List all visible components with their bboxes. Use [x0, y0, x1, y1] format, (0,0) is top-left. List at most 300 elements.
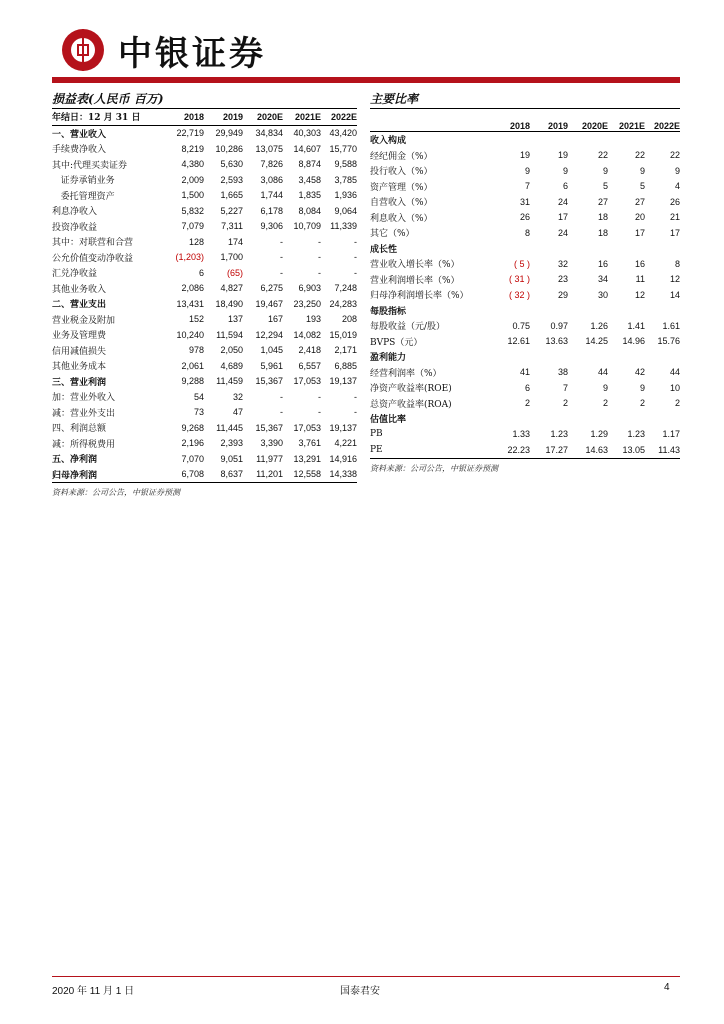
income-cell: 137 [227, 314, 243, 325]
ratios-row [370, 194, 680, 210]
income-year-header: 2022E [330, 111, 357, 122]
ratios-cell: 27 [634, 196, 645, 207]
income-row [52, 141, 357, 157]
income-cell: 14,607 [293, 143, 321, 154]
ratios-cell: 1.23 [627, 429, 645, 440]
ratios-cell: 1.17 [662, 429, 680, 440]
ratios-row-label: 经纪佣金（%） [370, 151, 433, 162]
ratios-cell: 14.96 [622, 336, 645, 347]
ratios-cell: 7 [524, 181, 530, 192]
income-cell: 193 [305, 314, 321, 325]
ratios-cell: 1.41 [627, 320, 645, 331]
income-cell: 15,019 [329, 329, 357, 340]
ratios-cell: 9 [562, 165, 568, 176]
income-row-label: 归母净利润 [52, 470, 98, 481]
ratios-cell: 22 [669, 150, 680, 161]
income-cell: 6 [198, 267, 204, 278]
ratios-cell: 8 [524, 227, 530, 238]
ratios-section-label: 估值比率 [370, 415, 407, 426]
income-row-label: 加：营业外收入 [52, 393, 116, 404]
income-cell: 11,977 [256, 453, 283, 464]
ratios-cell: 10 [669, 382, 680, 393]
ratios-section-row [370, 303, 680, 319]
ratios-cell: 5 [639, 181, 645, 192]
ratios-cell: 0.75 [512, 320, 530, 331]
ratios-cell: 15.76 [657, 336, 680, 347]
income-cell: 2,009 [181, 174, 204, 185]
income-cell: 9,288 [181, 376, 204, 387]
ratios-section-row [370, 132, 680, 148]
income-cell: 1,835 [298, 190, 321, 201]
income-cell: - [318, 252, 321, 263]
ratios-cell: 7 [562, 382, 568, 393]
income-row [52, 188, 357, 204]
ratios-row-label: 营业利润增长率（%） [370, 275, 460, 286]
ratios-cell: 20 [634, 212, 645, 223]
income-cell: 13,075 [255, 143, 283, 154]
income-cell: 11,459 [216, 376, 243, 387]
ratios-section-label: 收入构成 [370, 136, 407, 147]
income-row [52, 405, 357, 421]
income-cell: 9,306 [260, 221, 283, 232]
ratios-section-row [370, 411, 680, 427]
income-cell: 6,903 [298, 283, 321, 294]
income-row [52, 219, 357, 235]
income-row [52, 296, 357, 312]
ratios-cell: 24 [557, 227, 568, 238]
income-cell: 2,593 [220, 174, 243, 185]
income-row-label: 信用减值损失 [52, 346, 107, 357]
ratios-cell: 9 [524, 165, 530, 176]
ratios-row-label: PE [370, 444, 383, 455]
income-cell: 3,390 [260, 438, 283, 449]
ratios-cell: 12.61 [507, 336, 530, 347]
ratios-row [370, 272, 680, 288]
ratios-year-header: 2022E [653, 121, 680, 131]
ratios-cell: 12 [669, 274, 680, 285]
income-row-label: 其他业务成本 [52, 362, 107, 373]
ratios-cell: 26 [519, 212, 530, 223]
income-row [52, 172, 357, 188]
key-ratios-panel [370, 92, 680, 474]
income-cell: 8,874 [298, 159, 321, 170]
income-cell: 2,050 [220, 345, 243, 356]
ratios-year-header: 2019 [547, 121, 568, 131]
ratios-cell: 2 [674, 398, 680, 409]
income-cell: - [354, 391, 357, 402]
income-source-note: 资料来源：公司公告，中银证券预测 [52, 488, 180, 497]
income-row-label: 三、营业利润 [52, 377, 107, 388]
income-row [52, 234, 357, 250]
income-row [52, 436, 357, 452]
income-cell: 978 [188, 345, 204, 356]
income-cell: 1,500 [181, 190, 204, 201]
ratios-cell: 1.33 [512, 429, 530, 440]
footer-date: 2020 年 11 月 1 日 [52, 986, 135, 997]
income-cell: - [318, 407, 321, 418]
ratios-row-label: 自营收入（%） [370, 198, 433, 209]
ratios-row-label: 归母净利润增长率（%） [370, 291, 469, 302]
ratios-cell: 12 [634, 289, 645, 300]
income-cell: 208 [341, 314, 357, 325]
income-cell: 8,084 [298, 205, 321, 216]
income-cell: (1,203) [175, 252, 204, 263]
ratios-cell: 22.23 [507, 444, 530, 455]
income-cell: 4,221 [334, 438, 357, 449]
ratios-row [370, 365, 680, 381]
ratios-row [370, 380, 680, 396]
income-cell: 15,770 [329, 143, 357, 154]
income-cell: 128 [188, 236, 204, 247]
income-header-label: 年结日：12 月 31 日 [52, 113, 141, 124]
income-cell: 6,708 [181, 469, 204, 480]
income-row [52, 250, 357, 266]
income-cell: 5,832 [181, 205, 204, 216]
income-cell: 14,338 [329, 469, 357, 480]
income-row [52, 281, 357, 297]
ratios-row [370, 163, 680, 179]
ratios-cell: 14.63 [585, 444, 608, 455]
income-header-row [52, 109, 357, 125]
ratios-cell: 26 [669, 196, 680, 207]
income-cell: 7,079 [181, 221, 204, 232]
income-cell: 2,061 [181, 360, 204, 371]
income-cell: 10,709 [293, 221, 321, 232]
income-cell: 40,303 [293, 128, 321, 139]
ratios-row [370, 287, 680, 303]
ratios-cell: 30 [597, 289, 608, 300]
header-divider [52, 77, 680, 83]
income-cell: 7,311 [221, 221, 243, 232]
ratios-row [370, 256, 680, 272]
ratios-cell: 9 [639, 165, 645, 176]
income-cell: 167 [267, 314, 283, 325]
ratios-cell: 21 [669, 212, 680, 223]
income-cell: 3,458 [298, 174, 321, 185]
ratios-cell: 27 [597, 196, 608, 207]
income-cell: 24,283 [329, 298, 357, 309]
ratios-cell: ( 31 ) [508, 274, 530, 285]
ratios-row-label: PB [370, 429, 383, 440]
ratios-cell: 19 [519, 150, 530, 161]
income-cell: 2,196 [181, 438, 204, 449]
income-statement-table [52, 109, 357, 482]
ratios-cell: 2 [602, 398, 608, 409]
ratios-cell: 22 [634, 150, 645, 161]
income-cell: 15,367 [255, 422, 283, 433]
ratios-row [370, 396, 680, 412]
income-cell: 8,637 [220, 469, 243, 480]
income-cell: 29,949 [215, 128, 243, 139]
income-cell: - [354, 407, 357, 418]
income-cell: 73 [193, 407, 204, 418]
ratios-source-note: 资料来源：公司公告，中银证券预测 [370, 463, 498, 473]
ratios-cell: ( 32 ) [508, 289, 530, 300]
income-cell: 2,393 [220, 438, 243, 449]
ratios-cell: 14 [669, 289, 680, 300]
income-cell: - [280, 407, 283, 418]
income-row-label: 四、利润总额 [52, 424, 107, 435]
income-cell: 19,137 [329, 376, 357, 387]
income-cell: 4,689 [220, 360, 243, 371]
ratios-cell: 23 [557, 274, 568, 285]
ratios-cell: 0.97 [550, 320, 568, 331]
income-row [52, 358, 357, 374]
ratios-cell: ( 5 ) [513, 258, 530, 269]
income-row [52, 157, 357, 173]
ratios-cell: 34 [597, 274, 608, 285]
ratios-row-label: 营业收入增长率（%） [370, 260, 460, 271]
ratios-cell: 17 [634, 227, 645, 238]
ratios-cell: 6 [562, 181, 568, 192]
income-cell: 22,719 [176, 128, 204, 139]
income-row [52, 467, 357, 483]
income-cell: 9,268 [181, 422, 204, 433]
ratios-year-header: 2020E [581, 121, 608, 131]
ratios-cell: 9 [602, 165, 608, 176]
income-row-label: 减：营业外支出 [52, 408, 116, 419]
income-cell: 2,418 [298, 345, 321, 356]
ratios-row [370, 225, 680, 241]
ratios-row [370, 179, 680, 195]
page-number: 4 [664, 982, 670, 993]
income-cell: 9,064 [334, 205, 357, 216]
ratios-cell: 4 [674, 181, 680, 192]
income-row-label: 五、净利润 [52, 455, 98, 466]
income-cell: 10,286 [215, 143, 243, 154]
ratios-cell: 16 [597, 258, 608, 269]
income-year-header: 2019 [222, 111, 243, 122]
ratios-cell: 29 [557, 289, 568, 300]
income-row [52, 312, 357, 328]
income-row [52, 374, 357, 390]
ratios-year-header: 2018 [509, 121, 530, 131]
income-row-label: 减：所得税费用 [52, 439, 116, 450]
income-cell: 2,171 [334, 345, 357, 356]
ratios-cell: 6 [524, 382, 530, 393]
income-cell: 19,137 [329, 422, 357, 433]
income-row [52, 327, 357, 343]
income-cell: 6,178 [260, 205, 283, 216]
ratios-cell: 18 [597, 212, 608, 223]
income-row-label: 其中:代理买卖证券 [52, 160, 128, 171]
income-row-label: 二、营业支出 [52, 300, 107, 311]
income-cell: 3,086 [260, 174, 283, 185]
income-cell: 6,885 [334, 360, 357, 371]
income-cell: (65) [226, 267, 243, 278]
ratios-cell: 16 [634, 258, 645, 269]
income-cell: 174 [227, 236, 243, 247]
income-cell: 7,070 [181, 453, 204, 464]
ratios-cell: 44 [669, 367, 680, 378]
ratios-cell: 11 [635, 274, 645, 285]
income-cell: 32 [232, 391, 243, 402]
income-row-label: 汇兑净收益 [52, 269, 98, 280]
ratios-row [370, 318, 680, 334]
brand-name: 中银证券 [118, 33, 266, 74]
ratios-cell: 9 [674, 165, 680, 176]
key-ratios-title: 主要比率 [370, 92, 419, 106]
footer-company: 国泰君安 [340, 986, 380, 997]
income-cell: 1,045 [260, 345, 283, 356]
brand-header [62, 28, 266, 72]
ratios-year-header: 2021E [618, 121, 645, 131]
income-cell: 3,785 [334, 174, 357, 185]
income-year-header: 2018 [183, 111, 204, 122]
ratios-cell: 1.61 [662, 320, 680, 331]
income-row-label: 投资净收益 [52, 222, 98, 233]
ratios-section-label: 成长性 [370, 244, 398, 255]
ratios-cell: 31 [519, 196, 530, 207]
income-cell: 1,700 [220, 252, 243, 263]
income-cell: - [280, 267, 283, 278]
income-cell: - [354, 267, 357, 278]
ratios-row [370, 148, 680, 164]
ratios-row-label: 总资产收益率(ROA) [370, 399, 452, 410]
income-cell: 11,594 [216, 329, 243, 340]
income-cell: 54 [193, 391, 204, 402]
income-cell: 4,380 [181, 159, 204, 170]
ratios-cell: 17 [669, 227, 680, 238]
ratios-cell: 13.63 [545, 336, 568, 347]
ratios-cell: 32 [557, 258, 568, 269]
income-cell: 47 [232, 407, 243, 418]
income-cell: - [280, 236, 283, 247]
ratios-row-label: 资产管理（%） [370, 182, 433, 193]
income-cell: 2,086 [181, 283, 204, 294]
income-cell: - [318, 267, 321, 278]
income-cell: - [318, 391, 321, 402]
ratios-row-label: 其它（%） [370, 229, 415, 240]
income-row [52, 126, 357, 142]
income-cell: 14,082 [293, 329, 321, 340]
income-row-label: 手续费净收入 [52, 145, 107, 156]
income-statement-title: 损益表(人民币 百万) [52, 92, 164, 106]
ratios-cell: 9 [602, 382, 608, 393]
ratios-row [370, 442, 680, 458]
ratios-cell: 44 [597, 367, 608, 378]
ratios-header-row [370, 109, 680, 132]
ratios-row-label: 投行收入（%） [370, 167, 433, 178]
ratios-section-row [370, 349, 680, 365]
ratios-cell: 8 [674, 258, 680, 269]
income-cell: 11,201 [256, 469, 283, 480]
ratios-row-label: 净资产收益率(ROE) [370, 384, 452, 395]
income-cell: 12,294 [255, 329, 283, 340]
income-cell: 15,367 [255, 376, 283, 387]
income-cell: 152 [188, 314, 204, 325]
ratios-cell: 2 [639, 398, 645, 409]
ratios-cell: 41 [519, 367, 530, 378]
ratios-cell: 17.27 [545, 444, 568, 455]
ratios-row-label: 利息收入（%） [370, 213, 433, 224]
ratios-cell: 38 [557, 367, 568, 378]
income-year-header: 2020E [256, 111, 283, 122]
income-cell: 17,053 [293, 376, 321, 387]
ratios-cell: 1.29 [590, 429, 608, 440]
income-cell: - [354, 252, 357, 263]
income-cell: 13,291 [293, 453, 321, 464]
ratios-cell: 42 [634, 367, 645, 378]
income-cell: 18,490 [215, 298, 243, 309]
ratios-cell: 18 [597, 227, 608, 238]
ratios-cell: 19 [557, 150, 568, 161]
income-cell: 11,339 [330, 221, 357, 232]
bank-of-china-logo-icon [62, 29, 104, 71]
ratios-cell: 1.26 [590, 320, 608, 331]
income-cell: 1,665 [220, 190, 243, 201]
income-cell: 12,558 [293, 469, 321, 480]
income-row-label: 利息净收入 [52, 207, 98, 218]
ratios-cell: 13.05 [622, 444, 645, 455]
income-cell: 7,826 [260, 159, 283, 170]
ratios-cell: 2 [562, 398, 568, 409]
income-cell: 34,834 [255, 128, 283, 139]
income-cell: 1,744 [260, 190, 283, 201]
income-cell: - [280, 391, 283, 402]
ratios-cell: 17 [557, 212, 568, 223]
income-statement-panel [52, 92, 357, 498]
income-row-label: 一、营业收入 [52, 129, 107, 140]
income-cell: 1,936 [334, 190, 357, 201]
income-year-header: 2021E [294, 111, 321, 122]
income-row-label: 营业税金及附加 [52, 315, 116, 326]
income-cell: 17,053 [293, 422, 321, 433]
income-cell: 23,250 [293, 298, 321, 309]
income-cell: 19,467 [255, 298, 283, 309]
ratios-cell: 24 [557, 196, 568, 207]
income-row [52, 203, 357, 219]
ratios-row-label: 经营利润率（%） [370, 368, 442, 379]
ratios-cell: 22 [597, 150, 608, 161]
ratios-row-label: BVPS（元） [370, 337, 423, 348]
income-cell: 5,961 [260, 360, 283, 371]
ratios-cell: 11.43 [658, 444, 680, 455]
income-cell: 6,557 [298, 360, 321, 371]
income-cell: 11,445 [216, 422, 243, 433]
income-cell: - [280, 252, 283, 263]
income-cell: 8,219 [181, 143, 204, 154]
income-cell: 14,916 [329, 453, 357, 464]
ratios-cell: 14.25 [585, 336, 608, 347]
key-ratios-table [370, 109, 680, 458]
income-row-label: 委托管理资产 [52, 191, 115, 202]
income-row-label: 其他业务收入 [52, 284, 107, 295]
income-row [52, 265, 357, 281]
ratios-row-label: 每股收益（元/股） [370, 322, 446, 333]
income-cell: 13,431 [176, 298, 204, 309]
income-row [52, 451, 357, 467]
income-cell: 6,275 [260, 283, 283, 294]
income-row-label: 业务及管理费 [52, 331, 107, 342]
income-cell: 9,588 [334, 159, 357, 170]
income-row-label: 其中：对联营和合营 [52, 238, 134, 249]
income-row [52, 343, 357, 359]
income-cell: 5,227 [220, 205, 243, 216]
ratios-section-label: 盈利能力 [370, 353, 407, 364]
ratios-cell: 9 [639, 382, 645, 393]
ratios-row [370, 334, 680, 350]
income-cell: 9,051 [220, 453, 243, 464]
ratios-section-label: 每股指标 [370, 306, 407, 317]
income-cell: 4,827 [220, 283, 243, 294]
ratios-section-row [370, 241, 680, 257]
income-row-label: 公允价值变动净收益 [52, 253, 134, 264]
income-cell: - [354, 236, 357, 247]
ratios-row [370, 427, 680, 443]
income-row-label: 证券承销业务 [52, 176, 115, 187]
footer-divider [52, 976, 680, 977]
